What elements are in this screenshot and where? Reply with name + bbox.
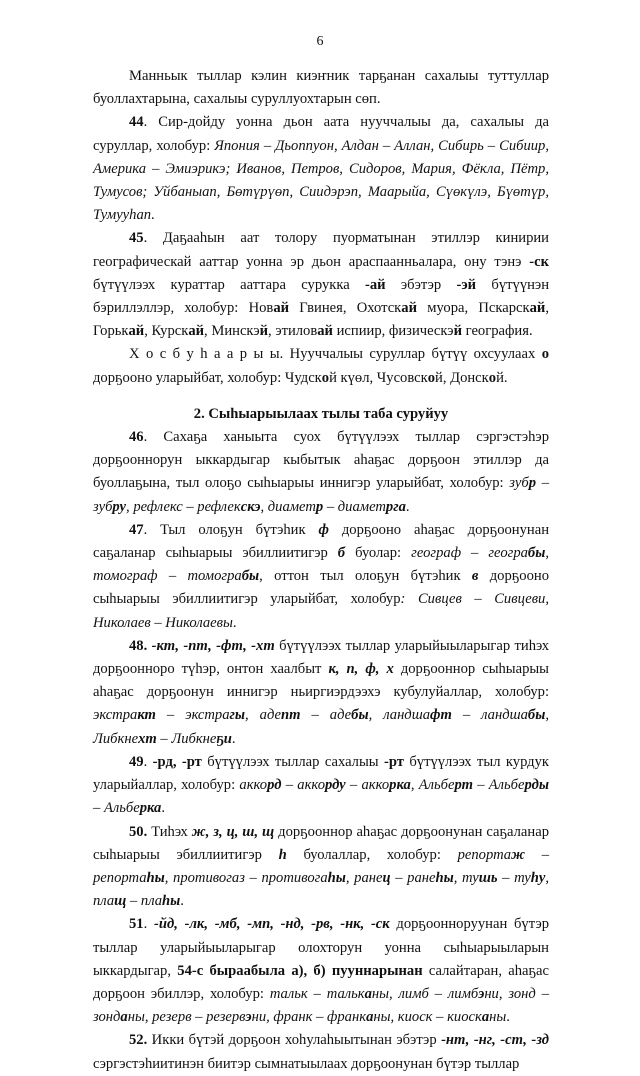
rule-number: 52.: [129, 1032, 148, 1049]
rule-number: 49: [129, 753, 144, 770]
rule-49: 49. -рд, -рт бүтүүлээх тыллар сахалыы -рт бүтүүлээх тыл курдук уларыйаллар, холобур: аккорд – аккорду – аккорка, Альберт – Альберды – Альберка.: [93, 753, 549, 817]
rule-47: 47. Тыл олоҕун бүтэһик ф дорҕооно аһаҕас дорҕоонунан саҕаланар сыһыарыы эбиллиитигэр б буолар: географ – геограбы, томограф – томограбы, оттон тыл олоҕун бүтэһик в дорҕооно сыһыарыы эбиллиитигэр уларыйбат, холобур: Сивцев – Сивцеви, Николаев – Николаевы.: [93, 521, 550, 631]
rule-51: 51. -йд, -лк, -мб, -мп, -нд, -рв, -нк, -ск дорҕоонноруунан бүтэр тыллар уларыйыыларыгар олохторун уонна сыһыарыыларын ыккардыгар, 54-с быраабыла а), б) пууннарынан салайтаран, аһаҕас дорҕоон эбиллэр, холобур: тальк – тальканы, лимб – лимбэни, зонд – зонданы, резерв – резервэни, франк – франканы, киоск – киосканы.: [93, 916, 550, 1026]
rule-number: 50.: [129, 823, 148, 840]
rule-number: 47: [129, 521, 144, 538]
page-content: [93, 65, 549, 1076]
rule-number: 45: [129, 230, 144, 247]
paragraph-intro: Манньык тыллар кэлин киэҥник тарҕанан сахалыы туттуллар буоллахтарына, сахалыы суруллуохтарын сөп.: [93, 68, 549, 108]
note-label: Х о с б у һ а а р ы ы.: [129, 346, 284, 363]
rule-46: 46. Сахаҕа ханыыта суох бүтүүлээх тыллар сэргэстэһэр дорҕооннорун ыккардыгар кыбытык аһаҕас дорҕоон этиллэр да буоллаҕына, тыл олоҕо сыһыарыы иннигэр уларыйбат, холобур: зубр – зубру, рефлекс – рефлекскэ, диаметр – диаметрга.: [93, 429, 549, 515]
rule-50: 50. Тиһэх ж, з, ц, ш, щ дорҕооннор аһаҕас дорҕоонунан саҕаланар сыһыарыы эбиллиитигэр һ буолаллар, холобур: репортаж – репортаһы, противогаз – противогаһы, ранец – ранеһы, тушь – туһу, плащ – плаһы.: [93, 823, 550, 910]
rule-48: 48. -кт, -пт, -фт, -хт бүтүүлээх тыллар уларыйыыларыгар тиһэх дорҕооннорo түһэр, онтон хаалбыт к, п, ф, х дорҕооннор сыһыарыы аһаҕас дорҕоонун иннигэр ньиргиэрдээхэ кубулуйаллар, холобур: экстракт – экстрагы, адепт – адебы, ландшафт – ландшабы, Либкнехт – Либкнеҕи.: [93, 637, 549, 747]
rule-number: 48.: [129, 637, 148, 654]
rule-45: 45. Даҕааһын аат толору пуорматынан этиллэр кинирии географическай ааттар уонна эр дьон араспаанньалара, ону тэнэ -ск бүтүүлээх кураттар ааттара сурукка -ай эбэтэр -эй бүтүүнэн бэриллэллэр, холобур: Новай Гвинея, Охотскай муора, Пскарскай, Горькай, Курскай, Минскэй, этиловай испиир, физическэй география.: [93, 230, 549, 340]
rule-number: 44: [129, 114, 144, 131]
section-title: 2. Сыһыарыылаах тылы таба суруйуу: [193, 405, 449, 422]
examples: Япония – Дьоппуон, Алдан – Аллан, Сибирь – Сибиир, Америка – Эмиэрикэ; Иванов, Петров, Сидоров, Мария, Фёкла, Пётр, Тумусов; Уйбаныап, Бөтүрүөп, Сиидэрэп, Маарыйа, Сүөкүлэ, Бүөтүр, Тумууһап: [93, 137, 549, 224]
page-number: 6: [316, 34, 324, 49]
note: Х о с б у һ а а р ы ы. Нууччалыы суруллар бүтүү охсуулаах о дорҕооно уларыйбат, холобур: Чудской күөл, Чусовской, Донской.: [93, 346, 549, 386]
rule-number: 51: [129, 916, 144, 933]
rule-number: 46: [129, 429, 144, 446]
rule-52: 52. Икки бүтэй дорҕоон хоһулаһыытынан эбэтэр -нт, -нг, -ст, -зд сэргэстэһиитинэн биитэр сымнатыылаах дорҕоонунан бүтэр тыллар: [93, 1032, 549, 1072]
rule-44: 44. Сир-дойду уонна дьон аата нууччалыы да, сахалыы да суруллар, холобур: Япония – Дьоппуон, Алдан – Аллан, Сибирь – Сибиир, Америка – Эмиэрикэ; Иванов, Петров, Сидоров, Мария, Фёкла, Пётр, Тумусов; Уйбаныап, Бөтүрүөп, Сиидэрэп, Маарыйа, Сүөкүлэ, Бүөтүр, Тумууһап.: [93, 114, 549, 224]
